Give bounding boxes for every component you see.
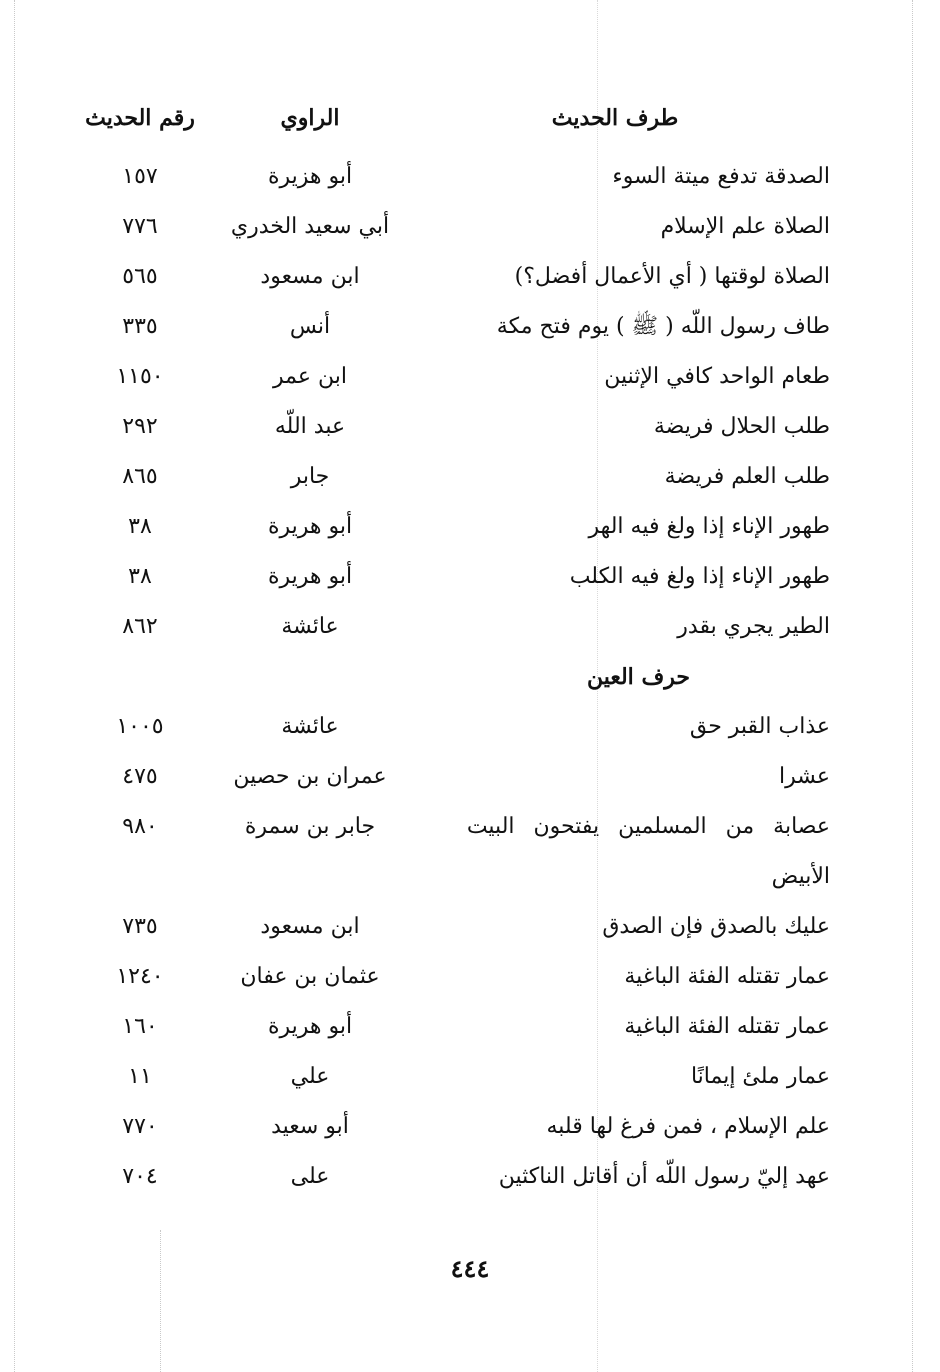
hadith-index-table: [70, 92, 840, 1202]
hadith-text: طلب العلم فريضة: [664, 464, 830, 489]
table-row: [70, 352, 840, 402]
hadith-number: ٧٧٠: [122, 1114, 158, 1139]
column-header-hadith: طرف الحديث: [551, 105, 679, 131]
hadith-number: ٣٣٥: [122, 314, 158, 339]
narrator-name: ابن مسعود: [260, 264, 360, 289]
table-row: [70, 202, 840, 252]
narrator-name: على: [290, 1164, 330, 1189]
hadith-text: الصدقة تدفع ميتة السوء: [612, 164, 830, 189]
hadith-text: الأبيض: [771, 864, 830, 889]
table-header-row: [70, 92, 840, 152]
table-row: [70, 152, 840, 202]
narrator-name: علي: [290, 1064, 330, 1089]
table-row: [70, 1152, 840, 1202]
hadith-text: عصابة من المسلمين يفتحون البيت: [466, 814, 830, 839]
hadith-number: ٤٧٥: [122, 764, 158, 789]
narrator-name: أبو سعيد: [271, 1114, 349, 1139]
hadith-text: الصلاة لوقتها ( أي الأعمال أفضل؟): [514, 264, 830, 289]
hadith-text: طهور الإناء إذا ولغ فيه الهر: [588, 514, 830, 539]
table-row: [70, 302, 840, 352]
hadith-number: ٩٨٠: [122, 814, 158, 839]
table-row: [70, 1002, 840, 1052]
narrator-name: أنس: [289, 314, 331, 339]
hadith-text: طهور الإناء إذا ولغ فيه الكلب: [569, 564, 830, 589]
hadith-number: ٥٦٥: [122, 264, 158, 289]
hadith-number: ٨٦٥: [122, 464, 158, 489]
hadith-number: ٨٦٢: [122, 614, 158, 639]
hadith-number: ١٠٠٥: [116, 714, 164, 739]
narrator-name: عثمان بن عفان: [240, 964, 380, 989]
narrator-name: عبد اللّه: [274, 414, 346, 439]
section-heading-ain: حرف العين: [586, 664, 690, 690]
hadith-number: ٧٣٥: [122, 914, 158, 939]
narrator-name: أبو هريرة: [267, 1014, 353, 1039]
hadith-number: ١٦٠: [122, 1014, 158, 1039]
table-row: [70, 252, 840, 302]
narrator-name: أبو هريرة: [267, 514, 353, 539]
hadith-number: ١١: [128, 1064, 152, 1089]
hadith-text: طعام الواحد كافي الإثنين: [604, 364, 830, 389]
scan-artifact-line: [160, 1230, 161, 1372]
hadith-number: ٧٧٦: [122, 214, 158, 239]
hadith-text: عمار ملئ إيمانًا: [690, 1064, 830, 1089]
hadith-text: طاف رسول اللّه ( ﷺ ) يوم فتح مكة: [496, 314, 830, 339]
table-row: [70, 902, 840, 952]
hadith-text: عمار تقتله الفئة الباغية: [624, 964, 830, 989]
hadith-number: ١١٥٠: [116, 364, 164, 389]
narrator-name: جابر: [290, 464, 330, 489]
narrator-name: ابن عمر: [273, 364, 347, 389]
table-row: [70, 402, 840, 452]
table-row: [70, 552, 840, 602]
narrator-name: عائشة: [281, 614, 339, 639]
table-row: [70, 602, 840, 652]
table-row: [70, 502, 840, 552]
hadith-text: عليك بالصدق فإن الصدق: [602, 914, 830, 939]
narrator-name: أبي سعيد الخدري: [230, 214, 390, 239]
scan-artifact-line: [14, 0, 15, 1372]
hadith-number: ٢٩٢: [122, 414, 158, 439]
column-header-number: رقم الحديث: [85, 105, 195, 131]
page-number: ٤٤٤: [450, 1254, 490, 1283]
table-body-part1: [70, 152, 840, 652]
hadith-number: ١٢٤٠: [116, 964, 164, 989]
column-header-narrator: الراوي: [280, 105, 340, 131]
hadith-number: ٣٨: [128, 564, 152, 589]
table-row: [70, 702, 840, 752]
hadith-text: الطير يجري بقدر: [677, 614, 830, 639]
hadith-number: ٣٨: [128, 514, 152, 539]
hadith-text: عهد إليّ رسول اللّه أن أقاتل الناكثين: [498, 1164, 830, 1189]
table-row: [70, 852, 840, 902]
hadith-text: علم الإسلام ، فمن فرغ لها قلبه: [546, 1114, 830, 1139]
narrator-name: جابر بن سمرة: [244, 814, 376, 839]
table-body-part2: [70, 702, 840, 1202]
table-row: [70, 802, 840, 852]
narrator-name: أبو هزيرة: [267, 164, 353, 189]
narrator-name: أبو هريرة: [267, 564, 353, 589]
narrator-name: ابن مسعود: [260, 914, 360, 939]
table-row: [70, 452, 840, 502]
hadith-number: ٧٠٤: [122, 1164, 158, 1189]
narrator-name: عائشة: [281, 714, 339, 739]
table-row: [70, 1052, 840, 1102]
table-row: [70, 1102, 840, 1152]
hadith-text: الصلاة علم الإسلام: [660, 214, 830, 239]
table-row: [70, 952, 840, 1002]
hadith-text: عشرا: [778, 764, 830, 789]
hadith-text: عمار تقتله الفئة الباغية: [624, 1014, 830, 1039]
table-row: [70, 752, 840, 802]
hadith-text: عذاب القبر حق: [689, 714, 830, 739]
narrator-name: عمران بن حصين: [233, 764, 387, 789]
hadith-text: طلب الحلال فريضة: [653, 414, 830, 439]
hadith-number: ١٥٧: [122, 164, 158, 189]
scan-artifact-line: [912, 0, 913, 1372]
